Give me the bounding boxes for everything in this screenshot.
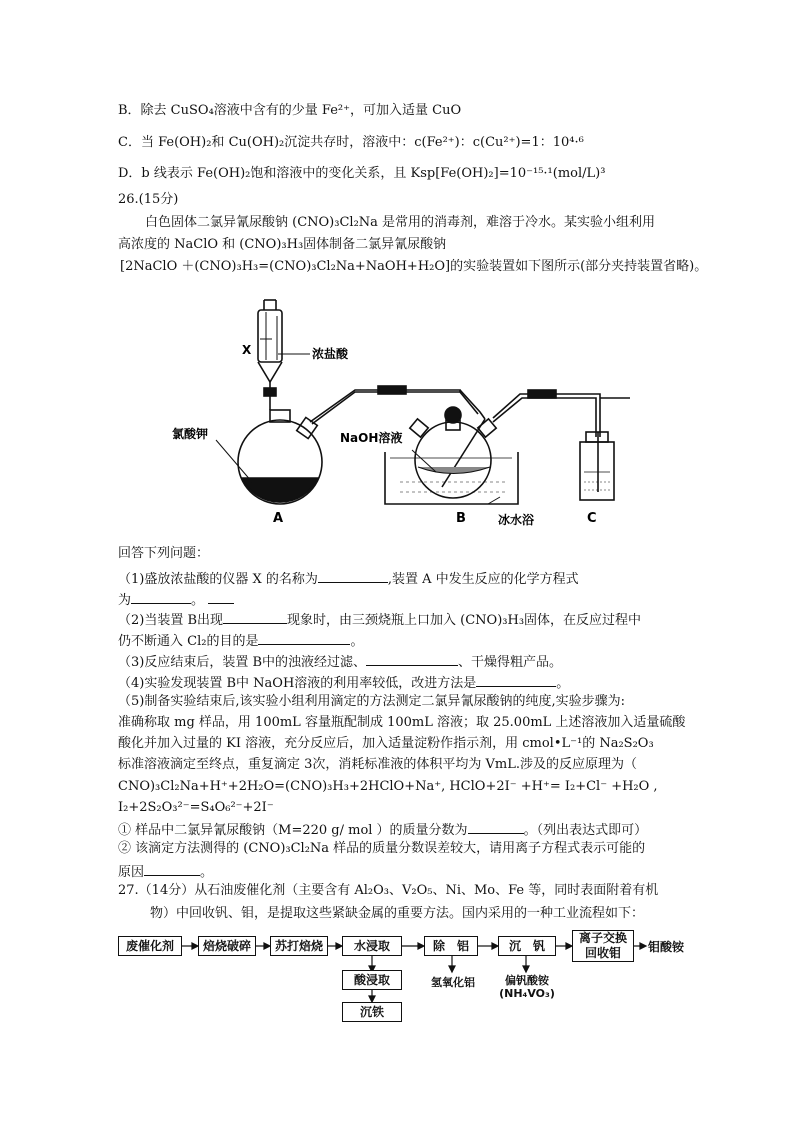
- flow-product-al-hydroxide: 氢氧化铝: [431, 976, 475, 989]
- option-b: B．除去 CuSO₄溶液中含有的少量 Fe²⁺，可加入适量 CuO: [118, 103, 462, 118]
- q26-part5-line4: 标准溶液滴定至终点，重复滴定 3次，消耗标准液的体积平均为 VmL.涉及的反应原理为（: [118, 757, 638, 772]
- flow-step-precip-v: 沉 钒: [498, 936, 556, 956]
- q26-part1-line1: （1)盛放浓盐酸的仪器 X 的名称为 ,装置 A 中发生反应的化学方程式: [118, 568, 579, 589]
- option-c: C．当 Fe(OH)₂和 Cu(OH)₂沉淀共存时，溶液中：c(Fe²⁺)：c(Cu²⁺)=1：10⁴·⁶: [118, 135, 584, 150]
- q26-intro-1: 白色固体二氯异氰尿酸钠 (CNO)₃Cl₂Na 是常用的消毒剂，难溶于冷水。某实验小组利用: [145, 215, 656, 230]
- q27-line1: 27.（14分）从石油废催化剂（主要含有 Al₂O₃、V₂O₅、Ni、Mo、Fe 等，同时表面附着有机: [118, 883, 659, 898]
- flow-step-remove-al: 除 铝: [424, 936, 478, 956]
- label-naoh: NaOH溶液: [340, 431, 403, 445]
- flow-step-precip-fe: 沉铁: [342, 1002, 402, 1022]
- q26-intro-3: [2NaClO ＋(CNO)₃H₃=(CNO)₃Cl₂Na+NaOH+H₂O]的实验装置如下图所示(部分夹持装置省略)。: [120, 259, 708, 274]
- q26-header: 26.(15分): [118, 192, 179, 207]
- q26-part5-sub2-line1: ② 该滴定方法测得的 (CNO)₃Cl₂Na 样品的质量分数误差较大，请用离子方程式表示可能的: [118, 841, 646, 856]
- flow-step-roast-crush: 焙烧破碎: [198, 936, 256, 956]
- label-b: B: [456, 511, 466, 526]
- label-ice: 冰水浴: [498, 513, 535, 527]
- q26-part5-line6: I₂+2S₂O₃²⁻=S₄O₆²⁻+2I⁻: [118, 800, 274, 815]
- q26-part5-line1: （5)制备实验结束后,该实验小组利用滴定的方法测定二氯异氰尿酸钠的纯度,实验步骤为:: [118, 694, 625, 709]
- flow-step-waste-catalyst: 废催化剂: [118, 936, 182, 956]
- flow-step-water-leach: 水浸取: [342, 936, 402, 956]
- q26-part5-sub2-line2: 原因 。: [118, 861, 213, 882]
- flow-step-ion-exchange: 离子交换 回收钼: [572, 930, 634, 962]
- q26-part4: （4)实验发现装置 B中 NaOH溶液的利用率较低，改进方法是 。: [118, 672, 569, 693]
- option-d: D．b 线表示 Fe(OH)₂饱和溶液中的变化关系，且 Ksp[Fe(OH)₂]=10⁻¹⁵·¹(mol/L)³: [118, 166, 606, 181]
- flow-product-ammonium-metavanadate: 偏钒酸铵 (NH₄VO₃): [499, 974, 555, 1000]
- q26-part1-line2: 为 。: [118, 589, 234, 610]
- q26-part2-line2: 仍不断通入 Cl₂的目的是 。: [118, 630, 363, 651]
- label-kclo3: 氯酸钾: [172, 427, 209, 441]
- q26-part3: （3)反应结束后，装置 B中的浊液经过滤、 、干燥得粗产品。: [118, 651, 562, 672]
- flow-product-ammonium-molybdate: 钼酸铵: [647, 940, 684, 954]
- q26-part5-line3: 酸化并加入过量的 KI 溶液，充分反应后，加入适量淀粉作指示剂，用 cmol•L⁻¹的 Na₂S₂O₃: [118, 736, 654, 751]
- label-x: X: [242, 343, 252, 357]
- q26-part5-line5: CNO)₃Cl₂Na+H⁺+2H₂O=(CNO)₃H₃+2HClO+Na⁺, HClO+2I⁻ +H⁺= I₂+Cl⁻ +H₂O ,: [118, 779, 658, 794]
- flow-step-acid-leach: 酸浸取: [342, 970, 402, 990]
- label-c: C: [587, 511, 597, 526]
- q26-intro-2: 高浓度的 NaClO 和 (CNO)₃H₃固体制备二氯异氰尿酸钠: [118, 237, 447, 252]
- label-hcl: 浓盐酸: [312, 347, 349, 361]
- q26-part5-sub1: ① 样品中二氯异氰尿酸钠（M=220 g/ mol ）的质量分数为 。（列出表达式即可）: [118, 819, 647, 840]
- answer-prompt: 回答下列问题：: [118, 546, 210, 561]
- q26-part2-line1: （2)当装置 B出现 现象时，由三颈烧瓶上口加入 (CNO)₃H₃固体，在反应过程中: [118, 609, 641, 630]
- q27-line2: 物）中回收钒、钼，是提取这些紧缺金属的重要方法。国内采用的一种工业流程如下：: [150, 906, 645, 921]
- label-a: A: [273, 511, 284, 526]
- flow-step-soda-roast: 苏打焙烧: [270, 936, 328, 956]
- q26-part5-line2: 准确称取 mg 样品，用 100mL 容量瓶配制成 100mL 溶液；取 25.00mL 上述溶液加入适量硫酸: [118, 715, 686, 730]
